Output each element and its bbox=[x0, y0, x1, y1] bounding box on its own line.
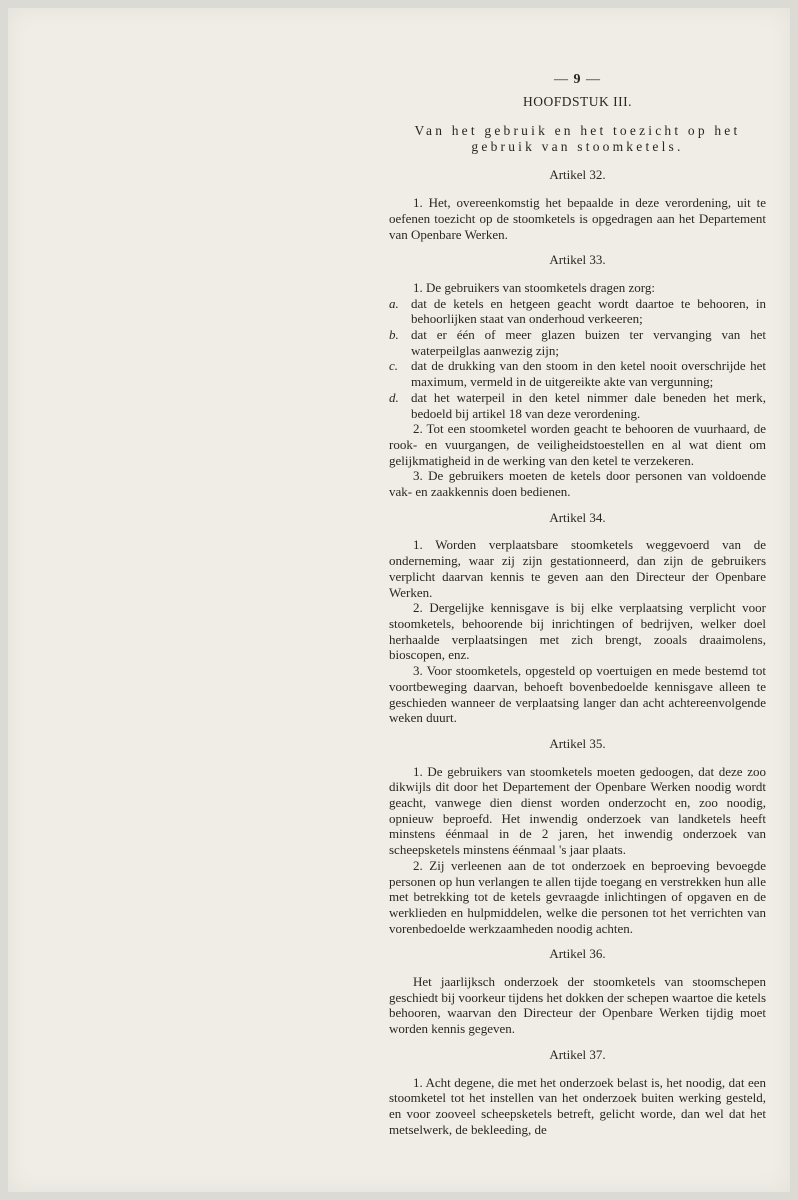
list-item-text: dat er één of meer glazen buizen ter vervanging van het waterpeilglas aanwezig zijn; bbox=[411, 327, 766, 358]
article-36 bbox=[389, 946, 766, 1037]
chapter-heading: HOOFDSTUK III. bbox=[523, 93, 632, 109]
chapter-subtitle: Van het gebruik en het toezicht op het gebruik van stoomketels. bbox=[414, 123, 741, 155]
article-intro: 1. De gebruikers van stoomketels dragen zorg: bbox=[413, 279, 655, 295]
article-heading: Artikel 32. bbox=[549, 167, 606, 183]
list-item bbox=[389, 390, 766, 421]
article-paragraph: 1. De gebruikers van stoomketels moeten gedoogen, dat deze zoo dikwijls dit door het Departement der Openbare Werken noodig wordt geacht, vanwege dien dienst worden onderzocht en, zoo noodig, opnieuw beproefd. Het inwendig onderzoek van landketels heeft minstens éénmaal in de 2 jaren, het inwendig onderzoek van scheepsketels minstens éénmaal 's jaar plaats. bbox=[389, 763, 766, 858]
article-paragraph: 3. De gebruikers moeten de ketels door personen van voldoende vak- en zaakkennis doen bedienen. bbox=[389, 468, 766, 500]
text-column bbox=[389, 72, 766, 1137]
article-heading: Artikel 37. bbox=[549, 1046, 606, 1062]
article-paragraph: 1. Het, overeenkomstig het bepaalde in deze verordening, uit te oefenen toezicht op de stoomketels is opgedragen aan het Departement van Openbare Werken. bbox=[389, 195, 766, 242]
list-item-label: b. bbox=[389, 327, 399, 343]
article-33 bbox=[389, 252, 766, 500]
list-item-text: dat het waterpeil in den ketel nimmer dale beneden het merk, bedoeld bij artikel 18 van deze verordening. bbox=[411, 389, 766, 421]
list-item bbox=[389, 296, 766, 327]
article-paragraph: 2. Zij verleenen aan de tot onderzoek en beproeving bevoegde personen op hun verlangen te allen tijde toegang en verstrekken hun alle met betrekking tot de ketels gevraagde inlichtingen of opgaven en de werklieden en hulpmiddelen, welke die personen tot het verrichten van vorenbedoelde werkzaamheden noodig achten. bbox=[389, 857, 766, 936]
list-item bbox=[389, 358, 766, 389]
article-32 bbox=[389, 167, 766, 242]
article-35 bbox=[389, 736, 766, 936]
article-heading: Artikel 33. bbox=[549, 252, 606, 268]
list-item-label: a. bbox=[389, 295, 399, 311]
article-paragraph: 2. Tot een stoomketel worden geacht te behooren de vuurhaard, de rook- en vuurgangen, de veiligheidstoestellen en al wat dient om gelijkmatigheid in de werking van den ketel te verzekeren. bbox=[389, 421, 766, 468]
article-paragraph: 1. Acht degene, die met het onderzoek belast is, het noodig, dat een stoomketel tot het instellen van het onderzoek buiten werking gesteld, en voor zooveel scheepsketels betreft, gelicht worde, dan wel dat het metselwerk, de bekleeding, de bbox=[389, 1074, 766, 1137]
page-number: — 9 — bbox=[554, 72, 601, 87]
article-paragraph: 3. Voor stoomketels, opgesteld op voertuigen en mede bestemd tot voortbeweging daarvan, behoeft bovenbedoelde kennisgave alleen te geschieden wanneer de verplaatsing langer dan acht achtereenvolgende weken duurt. bbox=[389, 663, 766, 726]
article-heading: Artikel 34. bbox=[549, 509, 606, 525]
article-paragraph: 1. Worden verplaatsbare stoomketels weggevoerd van de onderneming, waar zij zijn gestationneerd, dan zijn de gebruikers verplicht daarvan kennis te geven aan den Directeur der Openbare Werken. bbox=[389, 537, 766, 600]
article-paragraph: Het jaarlijksch onderzoek der stoomketels van stoomschepen geschiedt bij voorkeur tijdens het dokken der schepen waartoe die ketels behooren, waarvan den Directeur der Openbare Werken tijdig moet worden kennis gegeven. bbox=[389, 974, 766, 1037]
article-paragraph: 2. Dergelijke kennisgave is bij elke verplaatsing verplicht voor stoomketels, behoorende bij inrichtingen of bedrijven, welker doel herhaalde verplaatsingen met zich brengt, zooals draaimolens, bioscopen, enz. bbox=[389, 600, 766, 663]
list-item-text: dat de ketels en hetgeen geacht wordt daartoe te behooren, in behoorlijken staat van onderhoud verkeeren; bbox=[411, 295, 766, 327]
article-heading: Artikel 35. bbox=[549, 735, 606, 751]
list-item bbox=[389, 327, 766, 358]
article-34 bbox=[389, 510, 766, 726]
list-item-label: c. bbox=[389, 358, 399, 374]
article-heading: Artikel 36. bbox=[549, 946, 606, 962]
list-item-text: dat de drukking van den stoom in den ketel nooit overschrijde het maximum, vermeld in de uitgereikte akte van vergunning; bbox=[411, 358, 766, 390]
list-item-label: d. bbox=[389, 389, 399, 405]
article-37 bbox=[389, 1047, 766, 1138]
